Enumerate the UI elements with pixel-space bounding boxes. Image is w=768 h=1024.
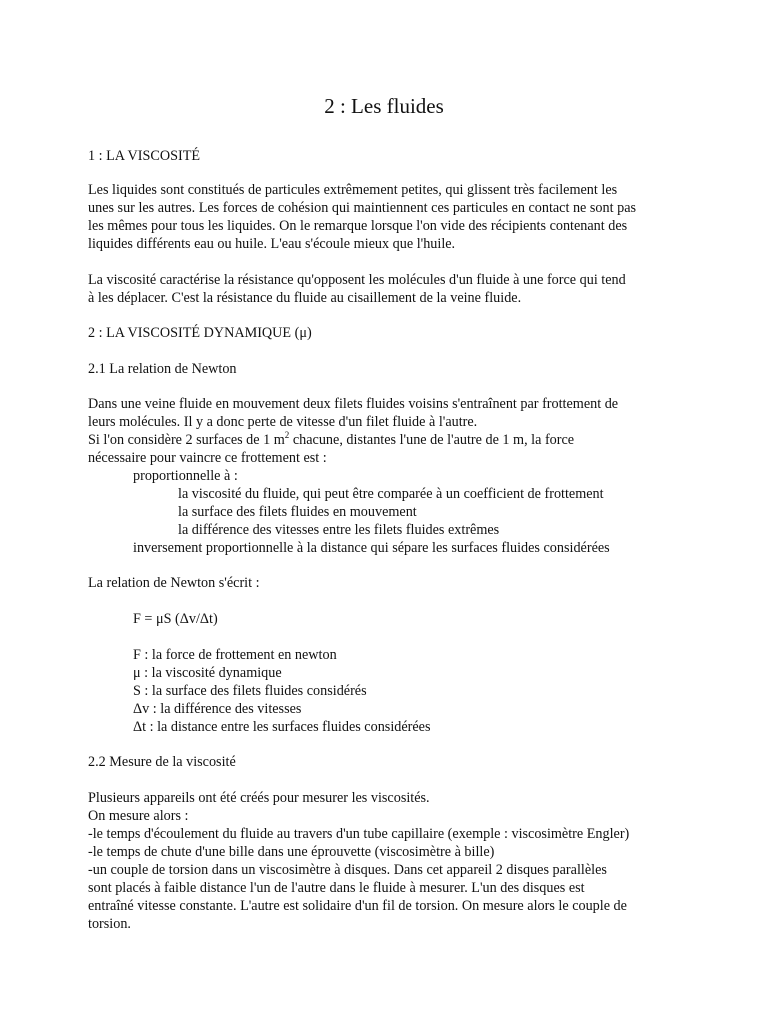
paragraph-line: leurs molécules. Il y a donc perte de vitesse d'un filet fluide à l'autre. <box>88 414 478 430</box>
text-run: Si l'on considère 2 surfaces de 1 m <box>88 432 285 448</box>
list-item: la surface des filets fluides en mouvement <box>178 504 417 520</box>
paragraph-line: entraîné vitesse constante. L'autre est solidaire d'un fil de torsion. On mesure alors le couple de <box>88 898 627 914</box>
paragraph-line: nécessaire pour vaincre ce frottement est : <box>88 450 327 466</box>
paragraph-line: sont placés à faible distance l'un de l'autre dans le fluide à mesurer. L'un des disques est <box>88 880 585 896</box>
paragraph-line: unes sur les autres. Les forces de cohésion qui maintiennent ces particules en contact ne sont pas <box>88 200 637 216</box>
formula: F = μS (Δv/Δt) <box>133 611 218 627</box>
paragraph-line: Dans une veine fluide en mouvement deux filets fluides voisins s'entraînent par frottement de <box>88 396 619 412</box>
paragraph-line: les mêmes pour tous les liquides. On le remarque lorsque l'on vide des récipients contenant des <box>88 218 628 234</box>
paragraph-line: On mesure alors : <box>88 808 189 824</box>
legend-item: F : la force de frottement en newton <box>133 647 337 663</box>
list-item: la viscosité du fluide, qui peut être comparée à un coefficient de frottement <box>178 486 604 502</box>
paragraph-line <box>88 431 574 449</box>
paragraph-line: Les liquides sont constitués de particules extrêmement petites, qui glissent très facilement les <box>88 182 618 198</box>
section-heading-viscosite-dynamique: 2 : LA VISCOSITÉ DYNAMIQUE (μ) <box>88 325 312 341</box>
paragraph-line: -un couple de torsion dans un viscosimètre à disques. Dans cet appareil 2 disques parallèles <box>88 862 607 878</box>
subsection-heading-newton: 2.1 La relation de Newton <box>88 361 237 377</box>
list-label: proportionnelle à : <box>133 468 238 484</box>
paragraph-line: La viscosité caractérise la résistance qu'opposent les molécules d'un fluide à une force qui tend <box>88 272 626 288</box>
paragraph-line: torsion. <box>88 916 131 932</box>
superscript: 2 <box>284 430 290 440</box>
legend-item: Δt : la distance entre les surfaces fluides considérées <box>133 719 431 735</box>
paragraph-line: à les déplacer. C'est la résistance du fluide au cisaillement de la veine fluide. <box>88 290 522 306</box>
subsection-heading-mesure: 2.2 Mesure de la viscosité <box>88 754 236 770</box>
paragraph-line: -le temps d'écoulement du fluide au travers d'un tube capillaire (exemple : viscosimètre Engler) <box>88 826 630 842</box>
list-label: inversement proportionnelle à la distance qui sépare les surfaces fluides considérées <box>133 540 610 556</box>
paragraph-line: La relation de Newton s'écrit : <box>88 575 260 591</box>
paragraph-line: liquides différents eau ou huile. L'eau s'écoule mieux que l'huile. <box>88 236 456 252</box>
paragraph-line: Plusieurs appareils ont été créés pour mesurer les viscosités. <box>88 790 430 806</box>
paragraph-line: -le temps de chute d'une bille dans une éprouvette (viscosimètre à bille) <box>88 844 495 860</box>
legend-item: μ : la viscosité dynamique <box>133 665 282 681</box>
section-heading-viscosite: 1 : LA VISCOSITÉ <box>88 148 201 164</box>
page-title: 2 : Les fluides <box>324 94 444 118</box>
text-run: chacune, distantes l'une de l'autre de 1 m, la force <box>289 432 575 448</box>
legend-item: Δv : la différence des vitesses <box>133 701 302 717</box>
legend-item: S : la surface des filets fluides considérés <box>133 683 367 699</box>
list-item: la différence des vitesses entre les filets fluides extrêmes <box>178 522 500 538</box>
